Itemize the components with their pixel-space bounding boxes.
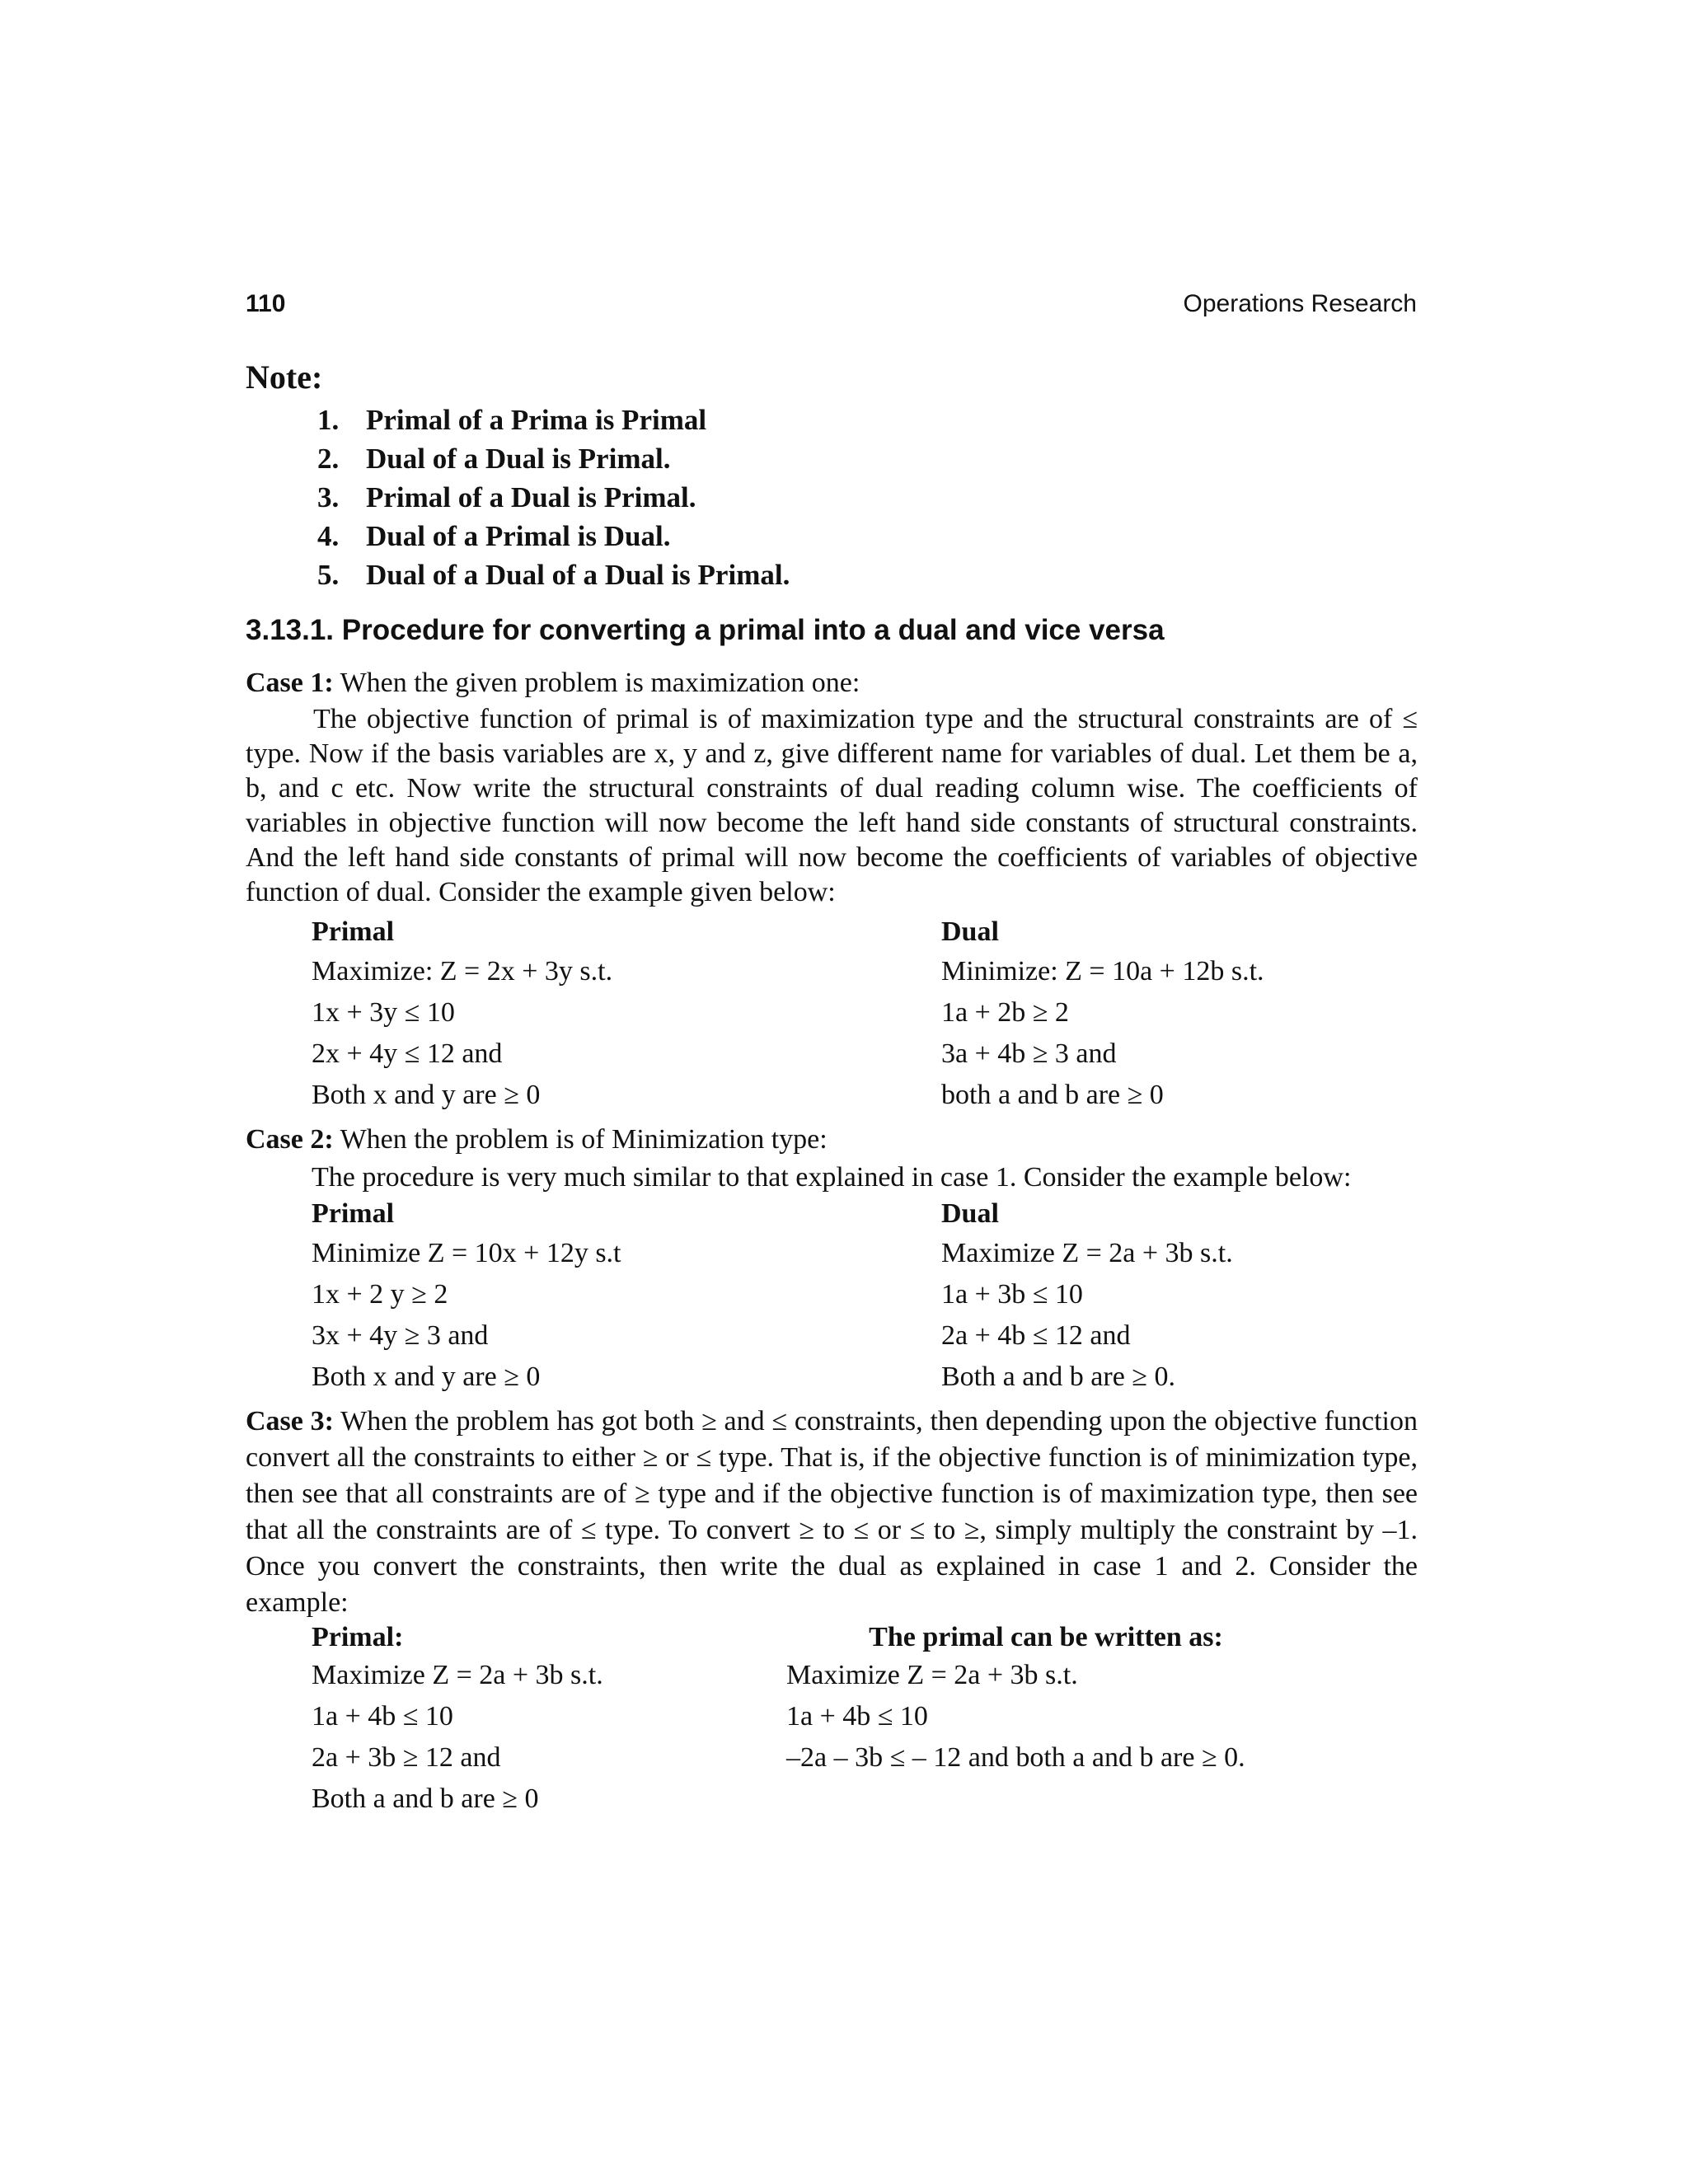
case1-intro: Case 1: When the given problem is maximization one:: [246, 668, 860, 698]
case1-dual-line: both a and b are ≥ 0: [941, 1080, 1164, 1110]
case3-rewritten-line: 1a + 4b ≤ 10: [786, 1701, 928, 1732]
page-number: 110: [246, 290, 286, 317]
case2-primal-line: Both x and y are ≥ 0: [312, 1361, 541, 1392]
case2-primal-line: 1x + 2 y ≥ 2: [312, 1279, 448, 1310]
note-heading: Note:: [246, 359, 323, 396]
section-heading: 3.13.1. Procedure for converting a primal into a dual and vice versa: [246, 614, 1165, 646]
case3-rewritten-title: The primal can be written as:: [869, 1622, 1223, 1652]
case2-dual-line: 2a + 4b ≤ 12 and: [941, 1320, 1131, 1351]
case2-primal-title: Primal: [312, 1198, 395, 1229]
running-header-title: Operations Research: [1183, 290, 1417, 317]
case1-primal-line: Maximize: Z = 2x + 3y s.t.: [312, 956, 613, 987]
case2-dual-line: 1a + 3b ≤ 10: [941, 1279, 1083, 1310]
case3-primal-line: 1a + 4b ≤ 10: [312, 1701, 453, 1732]
case1-primal-line: Both x and y are ≥ 0: [312, 1080, 541, 1110]
case1-dual-line: 3a + 4b ≥ 3 and: [941, 1038, 1117, 1069]
case1-primal-line: 1x + 3y ≤ 10: [312, 997, 455, 1028]
case2-intro: Case 2: When the problem is of Minimization type:: [246, 1124, 828, 1155]
note-item: 3. Primal of a Dual is Primal.: [317, 481, 696, 513]
case2-dual-line: Both a and b are ≥ 0.: [941, 1361, 1175, 1392]
case2-dual-line: Maximize Z = 2a + 3b s.t.: [941, 1238, 1233, 1268]
case2-primal-line: Minimize Z = 10x + 12y s.t: [312, 1238, 621, 1268]
case1-primal-title: Primal: [312, 916, 395, 947]
note-item: 5. Dual of a Dual of a Dual is Primal.: [317, 559, 790, 591]
case2-primal-line: 3x + 4y ≥ 3 and: [312, 1320, 489, 1351]
case1-primal-line: 2x + 4y ≤ 12 and: [312, 1038, 503, 1069]
note-item: 2. Dual of a Dual is Primal.: [317, 443, 671, 475]
note-item: 1. Primal of a Prima is Primal: [317, 404, 707, 436]
note-item: 4. Dual of a Primal is Dual.: [317, 520, 671, 552]
case3-primal-line: Maximize Z = 2a + 3b s.t.: [312, 1660, 603, 1690]
case1-dual-title: Dual: [941, 916, 999, 947]
case1-paragraph: The objective function of primal is of maximization type and the structural constraints are of ≤ type. Now if the basis variables are x, y and z, give different name for variables of dual. Let them be a, b, and c etc. Now write the structural constraints of dual reading column wise. The coefficients of variables in objective function will now become the left hand side constants of structural constraints. And the left hand side constants of primal will now become the coefficients of variables of objective function of dual. Consider the example given below:: [246, 704, 1418, 907]
case3-rewritten-line: Maximize Z = 2a + 3b s.t.: [786, 1660, 1078, 1690]
case1-dual-line: 1a + 2b ≥ 2: [941, 997, 1069, 1028]
case3-primal-title: Primal:: [312, 1622, 404, 1652]
case2-paragraph: The procedure is very much similar to that explained in case 1. Consider the example below:: [312, 1162, 1352, 1193]
case3-primal-line: Both a and b are ≥ 0: [312, 1783, 539, 1814]
case2-dual-title: Dual: [941, 1198, 999, 1229]
case1-dual-line: Minimize: Z = 10a + 12b s.t.: [941, 956, 1264, 987]
case3-rewritten-line: –2a – 3b ≤ – 12 and both a and b are ≥ 0.: [786, 1742, 1245, 1773]
case3-primal-line: 2a + 3b ≥ 12 and: [312, 1742, 501, 1773]
case3-paragraph: Case 3: When the problem has got both ≥ and ≤ constraints, then depending upon the objective function convert all the constraints to either ≥ or ≤ type. That is, if the objective function is of minimization type, then see that all constraints are of ≥ type and if the objective function is of maximization type, then see that all the constraints are of ≤ type. To convert ≥ to ≤ or ≤ to ≥, simply multiply the constraint by –1. Once you convert the constraints, then write the dual as explained in case 1 and 2. Consider the example:: [246, 1406, 1418, 1618]
note-list: [317, 401, 790, 594]
